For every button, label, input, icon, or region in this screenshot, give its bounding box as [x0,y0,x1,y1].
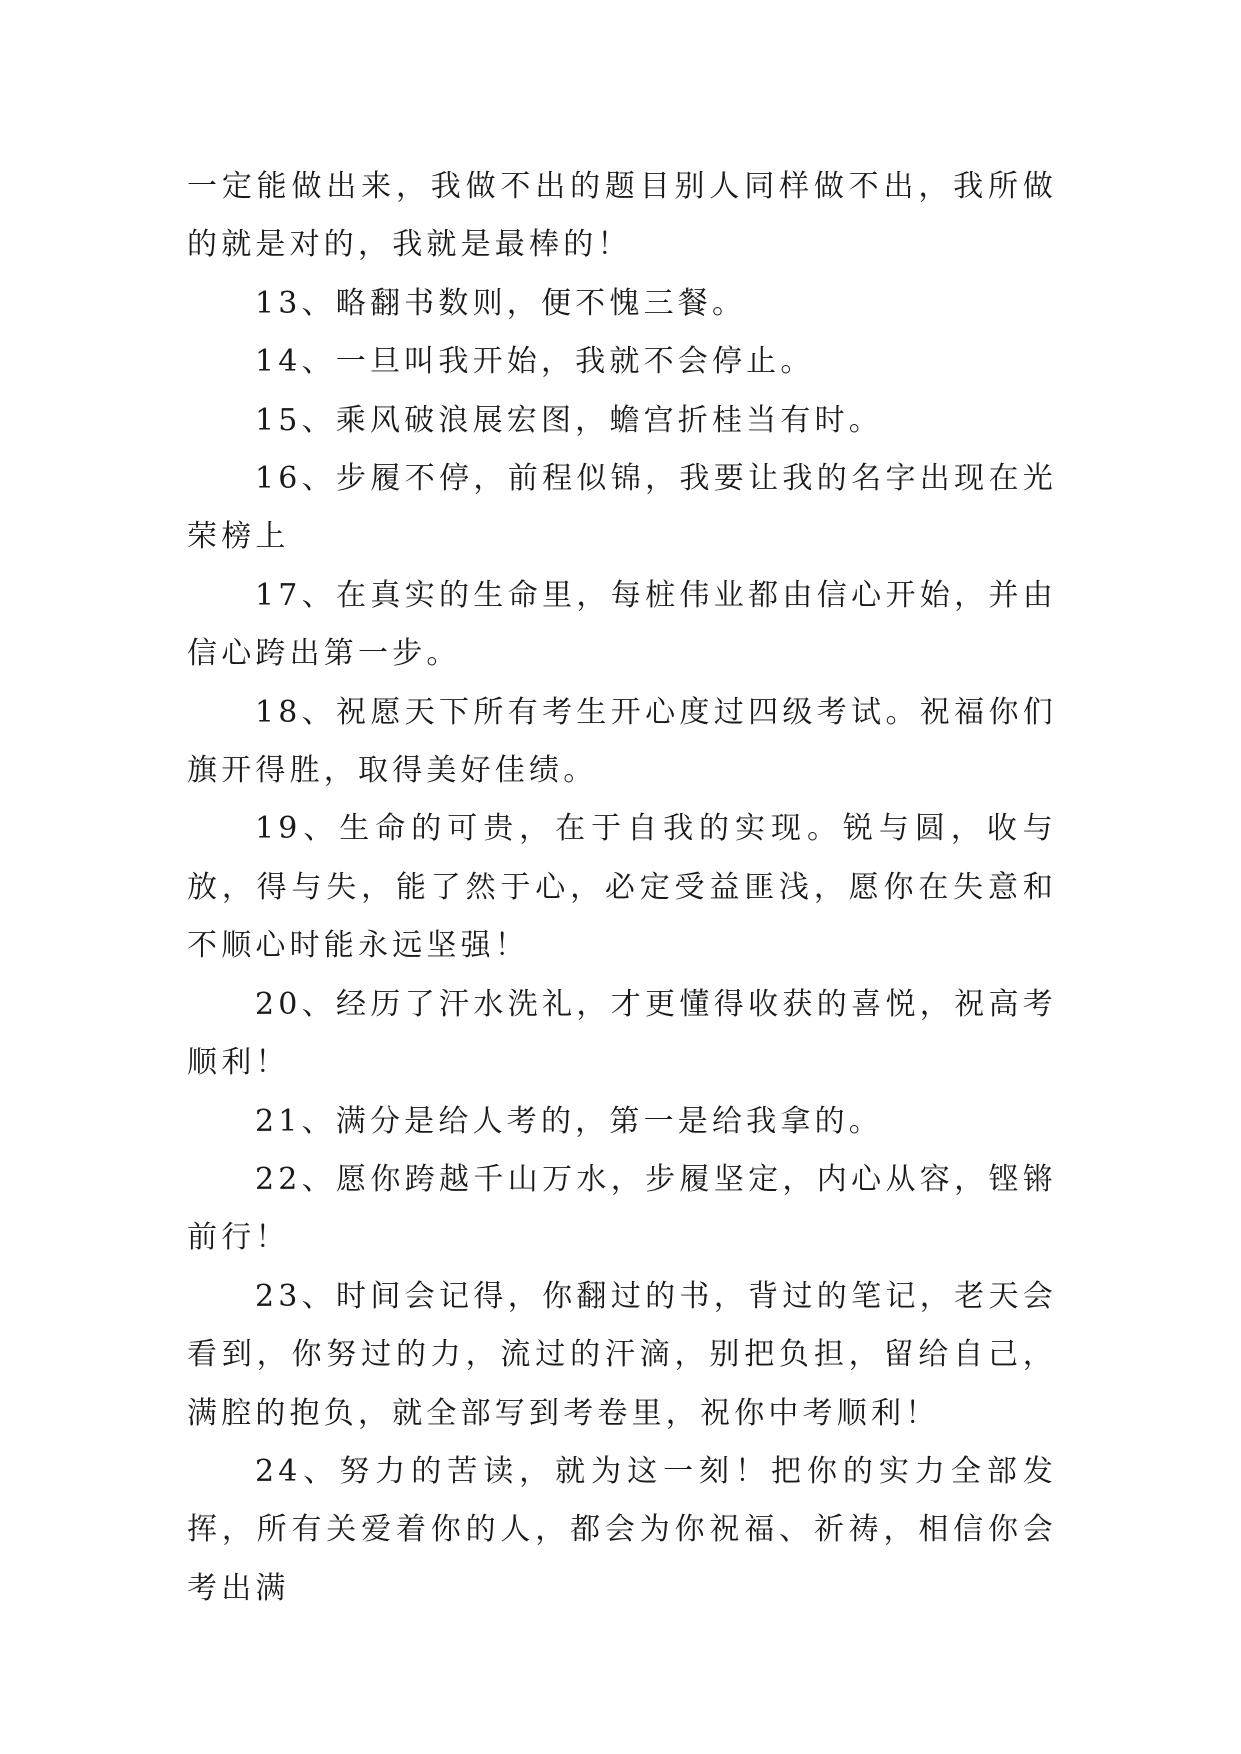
list-item-13: 13、略翻书数则，便不愧三餐。 [255,285,747,321]
body-text [187,158,1057,1618]
list-item-16: 16、步履不停，前程似锦，我要让我的名字出现在光荣榜上 [187,461,1057,555]
list-item-19: 19、生命的可贵，在于自我的实现。锐与圆，收与放，得与失，能了然于心，必定受益匪浅，愿你在失意和不顺心时能永远坚强！ [187,811,1057,964]
list-item-23: 23、时间会记得，你翻过的书，背过的笔记，老天会看到，你努过的力，流过的汗滴，别把负担，留给自己，满腔的抱负，就全部写到考卷里，祝你中考顺利！ [187,1278,1057,1431]
list-item-20: 20、经历了汗水洗礼，才更懂得收获的喜悦，祝高考顺利！ [187,986,1057,1081]
list-item-24: 24、努力的苦读，就为这一刻！把你的实力全部发挥，所有关爱着你的人，都会为你祝福、祈祷，相信你会考出满 [187,1453,1057,1606]
list-item-17: 17、在真实的生命里，每桩伟业都由信心开始，并由信心跨出第一步。 [187,577,1057,672]
list-item-22: 22、愿你跨越千山万水，步履坚定，内心从容，铿锵前行！ [187,1161,1057,1256]
list-item-21: 21、满分是给人考的，第一是给我拿的。 [255,1103,883,1139]
list-item-14: 14、一旦叫我开始，我就不会停止。 [255,344,815,380]
list-item-15: 15、乘风破浪展宏图，蟾宫折桂当有时。 [255,402,883,438]
list-item-18: 18、祝愿天下所有考生开心度过四级考试。祝福你们旗开得胜，取得美好佳绩。 [187,694,1057,789]
paragraph-continuation: 一定能做出来，我做不出的题目别人同样做不出，我所做的就是对的，我就是最棒的！ [187,169,1057,263]
